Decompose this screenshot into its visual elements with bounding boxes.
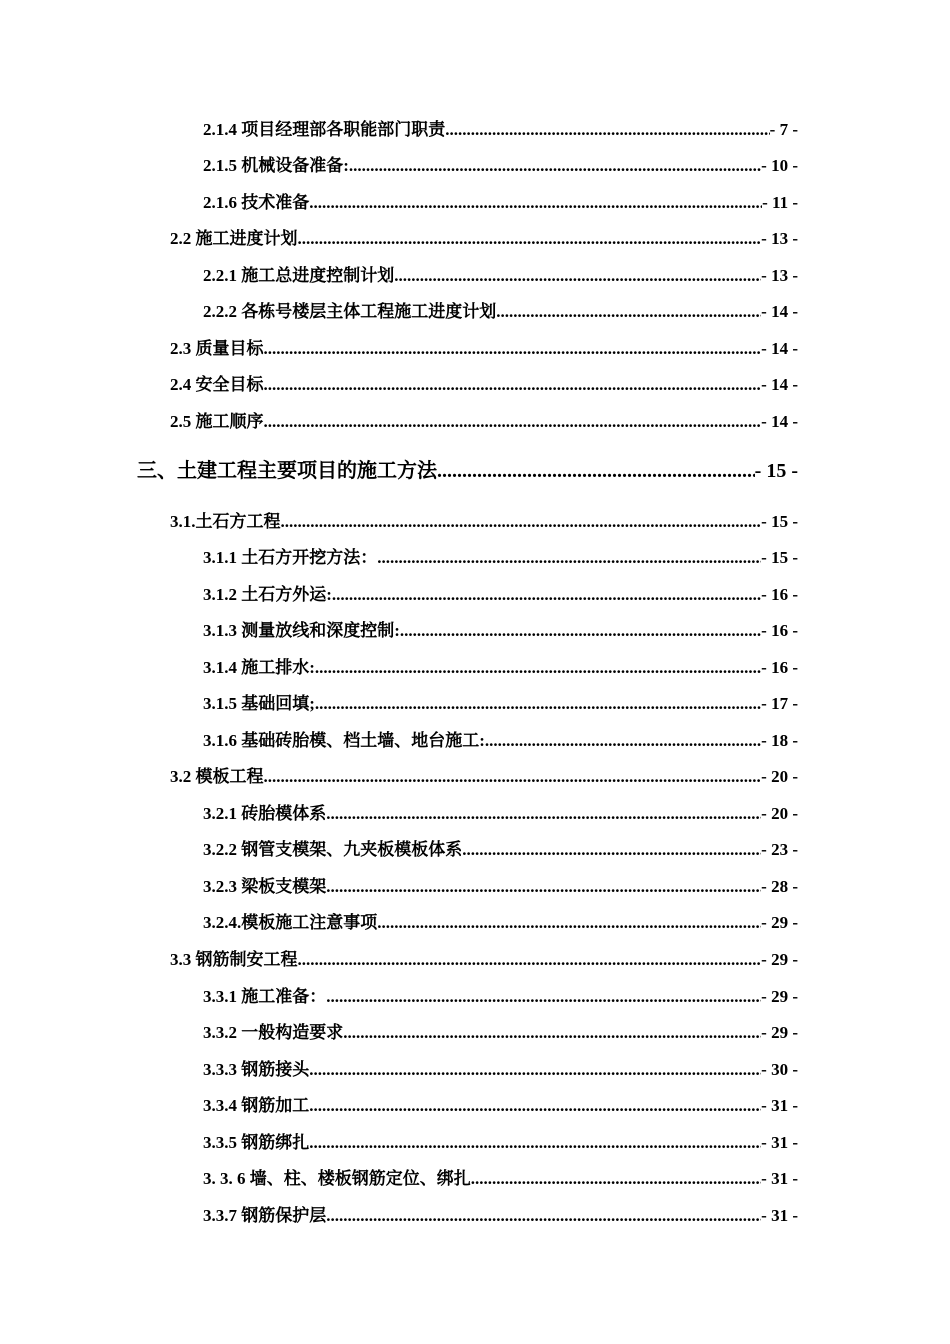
toc-entry[interactable] — [203, 261, 798, 286]
toc-entry-label: 3.1.6 基础砖胎模、档土墙、地台施工: — [203, 731, 485, 750]
toc-entry-label: 2.4 安全目标 — [170, 375, 264, 394]
toc-leader-dots — [471, 1169, 761, 1189]
toc-entry[interactable] — [170, 945, 798, 970]
toc-entry-page: - 30 - — [761, 1060, 798, 1079]
toc-leader-dots — [281, 512, 762, 532]
toc-entry-label: 3. 3. 6 墙、柱、楼板钢筋定位、绑扎 — [203, 1169, 471, 1188]
toc-leader-dots — [377, 548, 761, 568]
toc-entry[interactable] — [170, 407, 798, 432]
toc-leader-dots — [309, 1096, 761, 1116]
toc-entry[interactable] — [203, 151, 798, 176]
toc-entry[interactable] — [203, 799, 798, 824]
toc-entry-label: 3.2 模板工程 — [170, 767, 264, 786]
toc-leader-dots — [349, 156, 761, 176]
toc-entry-label: 3.2.2 钢管支模架、九夹板模板体系 — [203, 840, 463, 859]
toc-entry-label: 2.5 施工顺序 — [170, 412, 264, 431]
toc-entry-label: 3.3.1 施工准备： — [203, 987, 327, 1006]
toc-leader-dots — [326, 804, 761, 824]
toc-entry-label: 2.3 质量目标 — [170, 339, 264, 358]
toc-leader-dots — [437, 460, 755, 483]
toc-entry[interactable] — [170, 224, 798, 249]
toc-entry-page: - 7 - — [769, 120, 798, 139]
toc-entry-page: - 14 - — [761, 412, 798, 431]
toc-leader-dots — [496, 302, 761, 322]
toc-entry-page: - 16 - — [761, 658, 798, 677]
toc-entry-page: - 13 - — [761, 266, 798, 285]
toc-entry[interactable] — [203, 982, 798, 1007]
toc-entry[interactable] — [170, 334, 798, 359]
toc-entry[interactable] — [203, 580, 798, 605]
toc-leader-dots — [264, 767, 762, 787]
toc-leader-dots — [377, 913, 761, 933]
toc-entry-label: 三、土建工程主要项目的施工方法 — [137, 460, 437, 482]
toc-entry-label: 3.1.5 基础回填; — [203, 694, 315, 713]
toc-entry-label: 3.3.3 钢筋接头 — [203, 1060, 310, 1079]
toc-entry-label: 2.2 施工进度计划 — [170, 229, 298, 248]
toc-leader-dots — [445, 120, 769, 140]
toc-entry-label: 2.1.6 技术准备 — [203, 193, 310, 212]
toc-entry[interactable] — [203, 1164, 798, 1189]
toc-leader-dots — [298, 950, 762, 970]
toc-entry-page: - 18 - — [761, 731, 798, 750]
toc-entry-label: 3.2.3 梁板支模架 — [203, 877, 327, 896]
toc-entry[interactable] — [203, 188, 798, 213]
toc-entry[interactable] — [203, 616, 798, 641]
toc-entry-label: 2.2.2 各栋号楼层主体工程施工进度计划 — [203, 302, 497, 321]
toc-leader-dots — [298, 229, 762, 249]
toc-entry-label: 3.3.7 钢筋保护层 — [203, 1206, 327, 1225]
toc-entry-label: 2.1.5 机械设备准备: — [203, 156, 349, 175]
toc-entry[interactable] — [203, 115, 798, 140]
toc-entry[interactable] — [203, 1091, 798, 1116]
toc-entry-page: - 31 - — [761, 1096, 798, 1115]
toc-entry-label: 3.2.1 砖胎模体系 — [203, 804, 327, 823]
toc-entry-page: - 23 - — [761, 840, 798, 859]
toc-entry[interactable] — [170, 370, 798, 395]
toc-entry-label: 3.1.2 土石方外运: — [203, 585, 332, 604]
toc-entry-page: - 11 - — [762, 193, 798, 212]
toc-entry-page: - 14 - — [761, 302, 798, 321]
toc-entry-label: 2.2.1 施工总进度控制计划 — [203, 266, 395, 285]
toc-leader-dots — [264, 412, 762, 432]
toc-entry-page: - 16 - — [761, 585, 798, 604]
toc-entry[interactable] — [170, 507, 798, 532]
toc-entry-page: - 14 - — [761, 375, 798, 394]
toc-entry-page: - 20 - — [761, 804, 798, 823]
toc-entry[interactable] — [203, 726, 798, 751]
toc-entry-label: 3.3.4 钢筋加工 — [203, 1096, 310, 1115]
toc-entry-label: 3.3.5 钢筋绑扎 — [203, 1133, 310, 1152]
toc-leader-dots — [332, 585, 761, 605]
toc-leader-dots — [462, 840, 761, 860]
toc-leader-dots — [326, 1206, 761, 1226]
toc-entry-page: - 29 - — [761, 1023, 798, 1042]
toc-entry[interactable] — [203, 835, 798, 860]
toc-entry[interactable] — [203, 872, 798, 897]
toc-entry-page: - 31 - — [761, 1206, 798, 1225]
toc-entry[interactable] — [203, 1018, 798, 1043]
toc-entry[interactable] — [203, 653, 798, 678]
toc-entry-page: - 13 - — [761, 229, 798, 248]
toc-leader-dots — [343, 1023, 761, 1043]
toc-entry-page: - 31 - — [761, 1133, 798, 1152]
toc-entry[interactable] — [203, 908, 798, 933]
toc-entry-label: 3.2.4.模板施工注意事项 — [203, 913, 378, 932]
toc-entry-page: - 10 - — [761, 156, 798, 175]
toc-entry[interactable] — [203, 297, 798, 322]
toc-leader-dots — [315, 694, 761, 714]
toc-leader-dots — [264, 375, 762, 395]
toc-entry-label: 3.3.2 一般构造要求 — [203, 1023, 344, 1042]
toc-entry-page: - 14 - — [761, 339, 798, 358]
toc-leader-dots — [326, 877, 761, 897]
toc-leader-dots — [309, 193, 762, 213]
toc-entry-page: - 28 - — [761, 877, 798, 896]
toc-entry-page: - 29 - — [761, 987, 798, 1006]
toc-entry-label: 3.1.1 土石方开挖方法： — [203, 548, 378, 567]
toc-leader-dots — [315, 658, 761, 678]
toc-entry-page: - 16 - — [761, 621, 798, 640]
toc-leader-dots — [309, 1133, 761, 1153]
toc-entry-page: - 15 - — [761, 548, 798, 567]
toc-entry-page: - 29 - — [761, 913, 798, 932]
toc-entry[interactable] — [203, 1201, 798, 1226]
toc-leader-dots — [326, 987, 761, 1007]
toc-entry[interactable] — [203, 1055, 798, 1080]
toc-leader-dots — [485, 731, 761, 751]
toc-entry[interactable] — [203, 689, 798, 714]
toc-entry-page: - 31 - — [761, 1169, 798, 1188]
toc-entry[interactable] — [203, 1128, 798, 1153]
toc-leader-dots — [264, 339, 762, 359]
toc-entry-label: 3.3 钢筋制安工程 — [170, 950, 298, 969]
toc-entry-label: 3.1.土石方工程 — [170, 512, 281, 531]
toc-entry-page: - 20 - — [761, 767, 798, 786]
toc-entry-label: 2.1.4 项目经理部各职能部门职责 — [203, 120, 446, 139]
toc-entry-page: - 29 - — [761, 950, 798, 969]
toc-chapter-entry[interactable] — [137, 454, 798, 483]
toc-entry-label: 3.1.4 施工排水: — [203, 658, 315, 677]
toc-entry-label: 3.1.3 测量放线和深度控制: — [203, 621, 400, 640]
toc-leader-dots — [309, 1060, 761, 1080]
toc-entry[interactable] — [170, 762, 798, 787]
toc-entry-page: - 15 - — [754, 460, 798, 482]
toc-entry-page: - 17 - — [761, 694, 798, 713]
toc-leader-dots — [400, 621, 761, 641]
toc-leader-dots — [394, 266, 761, 286]
toc-entry-page: - 15 - — [761, 512, 798, 531]
toc-entry[interactable] — [203, 543, 798, 568]
